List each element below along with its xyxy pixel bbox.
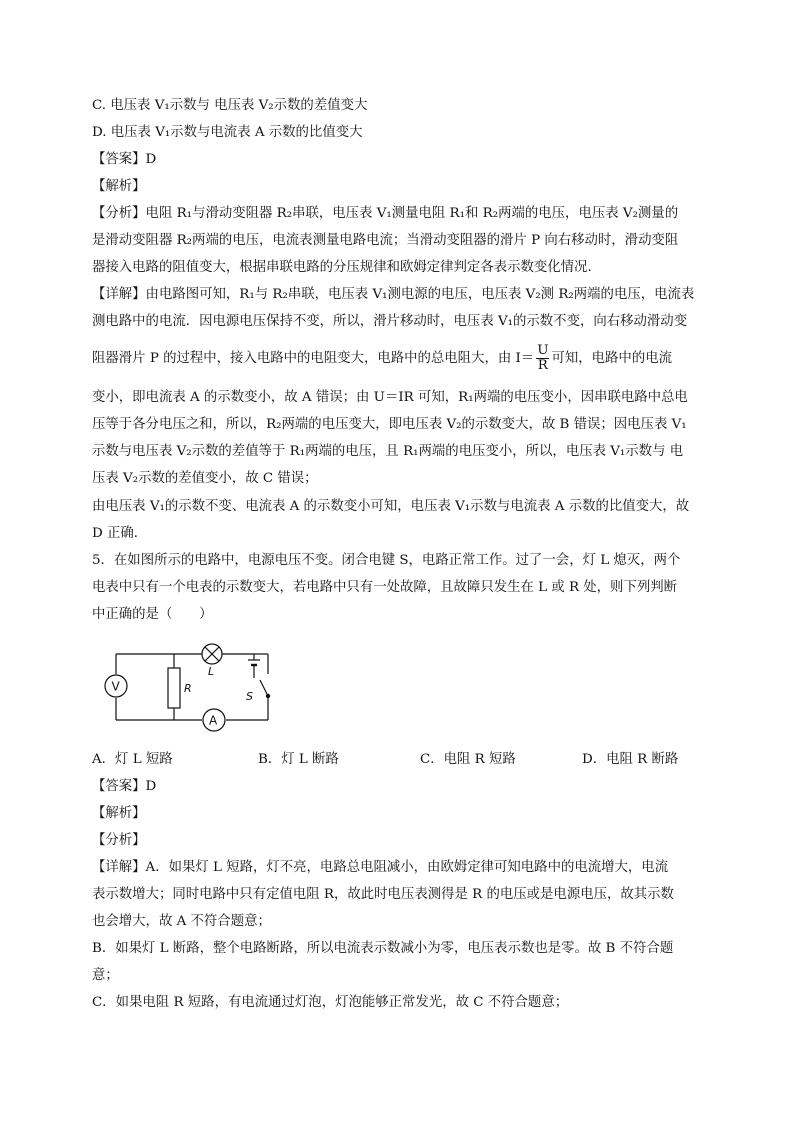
question-5-line: 中正确的是（ ）: [92, 607, 213, 622]
xiangjie-line: 变小，即电流表 A 的示数变小，故 A 错误；由 U＝IR 可知，R₁两端的电压变小，因串联电路中总电: [92, 390, 688, 405]
lamp-label: L: [208, 665, 215, 678]
xiangjie-line: 由电压表 V₁的示数不变、电流表 A 的示数变小可知，电压表 V₁示数与电流表 A 示数的比值变大，故: [92, 499, 690, 514]
resistor-symbol: [168, 668, 180, 708]
xiangjie-line: 压等于各分电压之和，所以，R₂两端的电压变大，即电压表 V₂的示数变大，故 B 错误；因电压表 V₁: [92, 417, 687, 432]
xiangjie-line: 示数与电压表 V₂示数的差值等于 R₁两端的电压，且 R₁两端的电压变小，所以，电压表 V₁示数与 电: [92, 444, 684, 459]
fenxi-line: 器接入电路的阻值变大，根据串联电路的分压规律和欧姆定律判定各表示数变化情况.: [92, 260, 592, 275]
xiangjie-line: C．如果电阻 R 短路，有电流通过灯泡，灯泡能够正常发光，故 C 不符合题意；: [92, 995, 569, 1010]
fraction-numerator: U: [537, 343, 549, 358]
xiangjie-line: 压表 V₂示数的差值变小，故 C 错误；: [92, 471, 318, 486]
ohm-fraction: [536, 344, 549, 373]
option-a: A．灯 L 短路: [92, 752, 173, 767]
xiangjie-line-fraction: [92, 344, 672, 373]
xiangjie-text: 阻器滑片 P 的过程中，接入电路中的电阻变大，电路中的总电阻大，由 I＝: [92, 351, 535, 366]
answer-label: 【答案】D: [92, 152, 157, 167]
fenxi-label: 【分析】: [92, 833, 146, 848]
option-b: B．灯 L 断路: [258, 752, 339, 767]
option-c-text: C. 电压表 V₁示数与 电压表 V₂示数的差值变大: [92, 98, 368, 113]
option-c: C．电阻 R 短路: [420, 752, 516, 767]
option-d-text: D. 电压表 V₁示数与电流表 A 示数的比值变大: [92, 125, 363, 140]
fenxi-line: 【分析】电阻 R₁与滑动变阻器 R₂串联，电压表 V₁测量电阻 R₁和 R₂两端的电压，电压表 V₂测量的: [92, 206, 679, 221]
fraction-denominator: R: [537, 358, 548, 373]
xiangjie-line: 【详解】由电路图可知，R₁与 R₂串联，电压表 V₁测电源的电压，电压表 V₂测 R₂两端的电压，电流表: [92, 287, 695, 302]
analysis-label: 【解析】: [92, 806, 146, 821]
voltmeter-label: V: [111, 679, 120, 694]
switch-pivot: [266, 694, 269, 697]
option-d: D．电阻 R 断路: [582, 752, 679, 767]
answer-label: 【答案】D: [92, 779, 157, 794]
xiangjie-text: 可知，电路中的电流: [551, 351, 672, 366]
fenxi-line: 是滑动变阻器 R₂两端的电压，电流表测量电路电流；当滑动变阻器的滑片 P 向右移动时，滑动变阻: [92, 233, 679, 248]
ammeter-label: A: [209, 713, 218, 728]
question-5-line: 电表中只有一个电表的示数变大，若电路中只有一处故障，且故障只发生在 L 或 R 处，则下列判断: [92, 580, 678, 595]
xiangjie-line: 也会增大，故 A 不符合题意；: [92, 914, 271, 929]
xiangjie-line: D 正确．: [92, 526, 148, 541]
switch-blade: [260, 680, 268, 696]
switch-label: S: [246, 690, 253, 703]
circuit-diagram: [96, 634, 286, 742]
xiangjie-line: 【详解】A．如果灯 L 短路，灯不亮，电路总电阻减小，由欧姆定律可知电路中的电流增大，电流: [92, 860, 669, 875]
xiangjie-line: 表示数增大；同时电路中只有定值电阻 R，故此时电压表测得是 R 的电压或是电源电压，故其示数: [92, 887, 674, 902]
analysis-label: 【解析】: [92, 179, 146, 194]
question-5-line: 5．在如图所示的电路中，电源电压不变。闭合电键 S，电路正常工作。过了一会，灯 L 熄灭，两个: [92, 553, 681, 568]
resistor-label: R: [184, 682, 192, 695]
xiangjie-line: 意；: [92, 968, 119, 983]
xiangjie-line: 测电路中的电流．因电源电压保持不变，所以，滑片移动时，电压表 V₁的示数不变，向右移动滑动变: [92, 314, 688, 329]
xiangjie-line: B．如果灯 L 断路，整个电路断路，所以电流表示数减小为零，电压表示数也是零。故 B 不符合题: [92, 941, 674, 956]
